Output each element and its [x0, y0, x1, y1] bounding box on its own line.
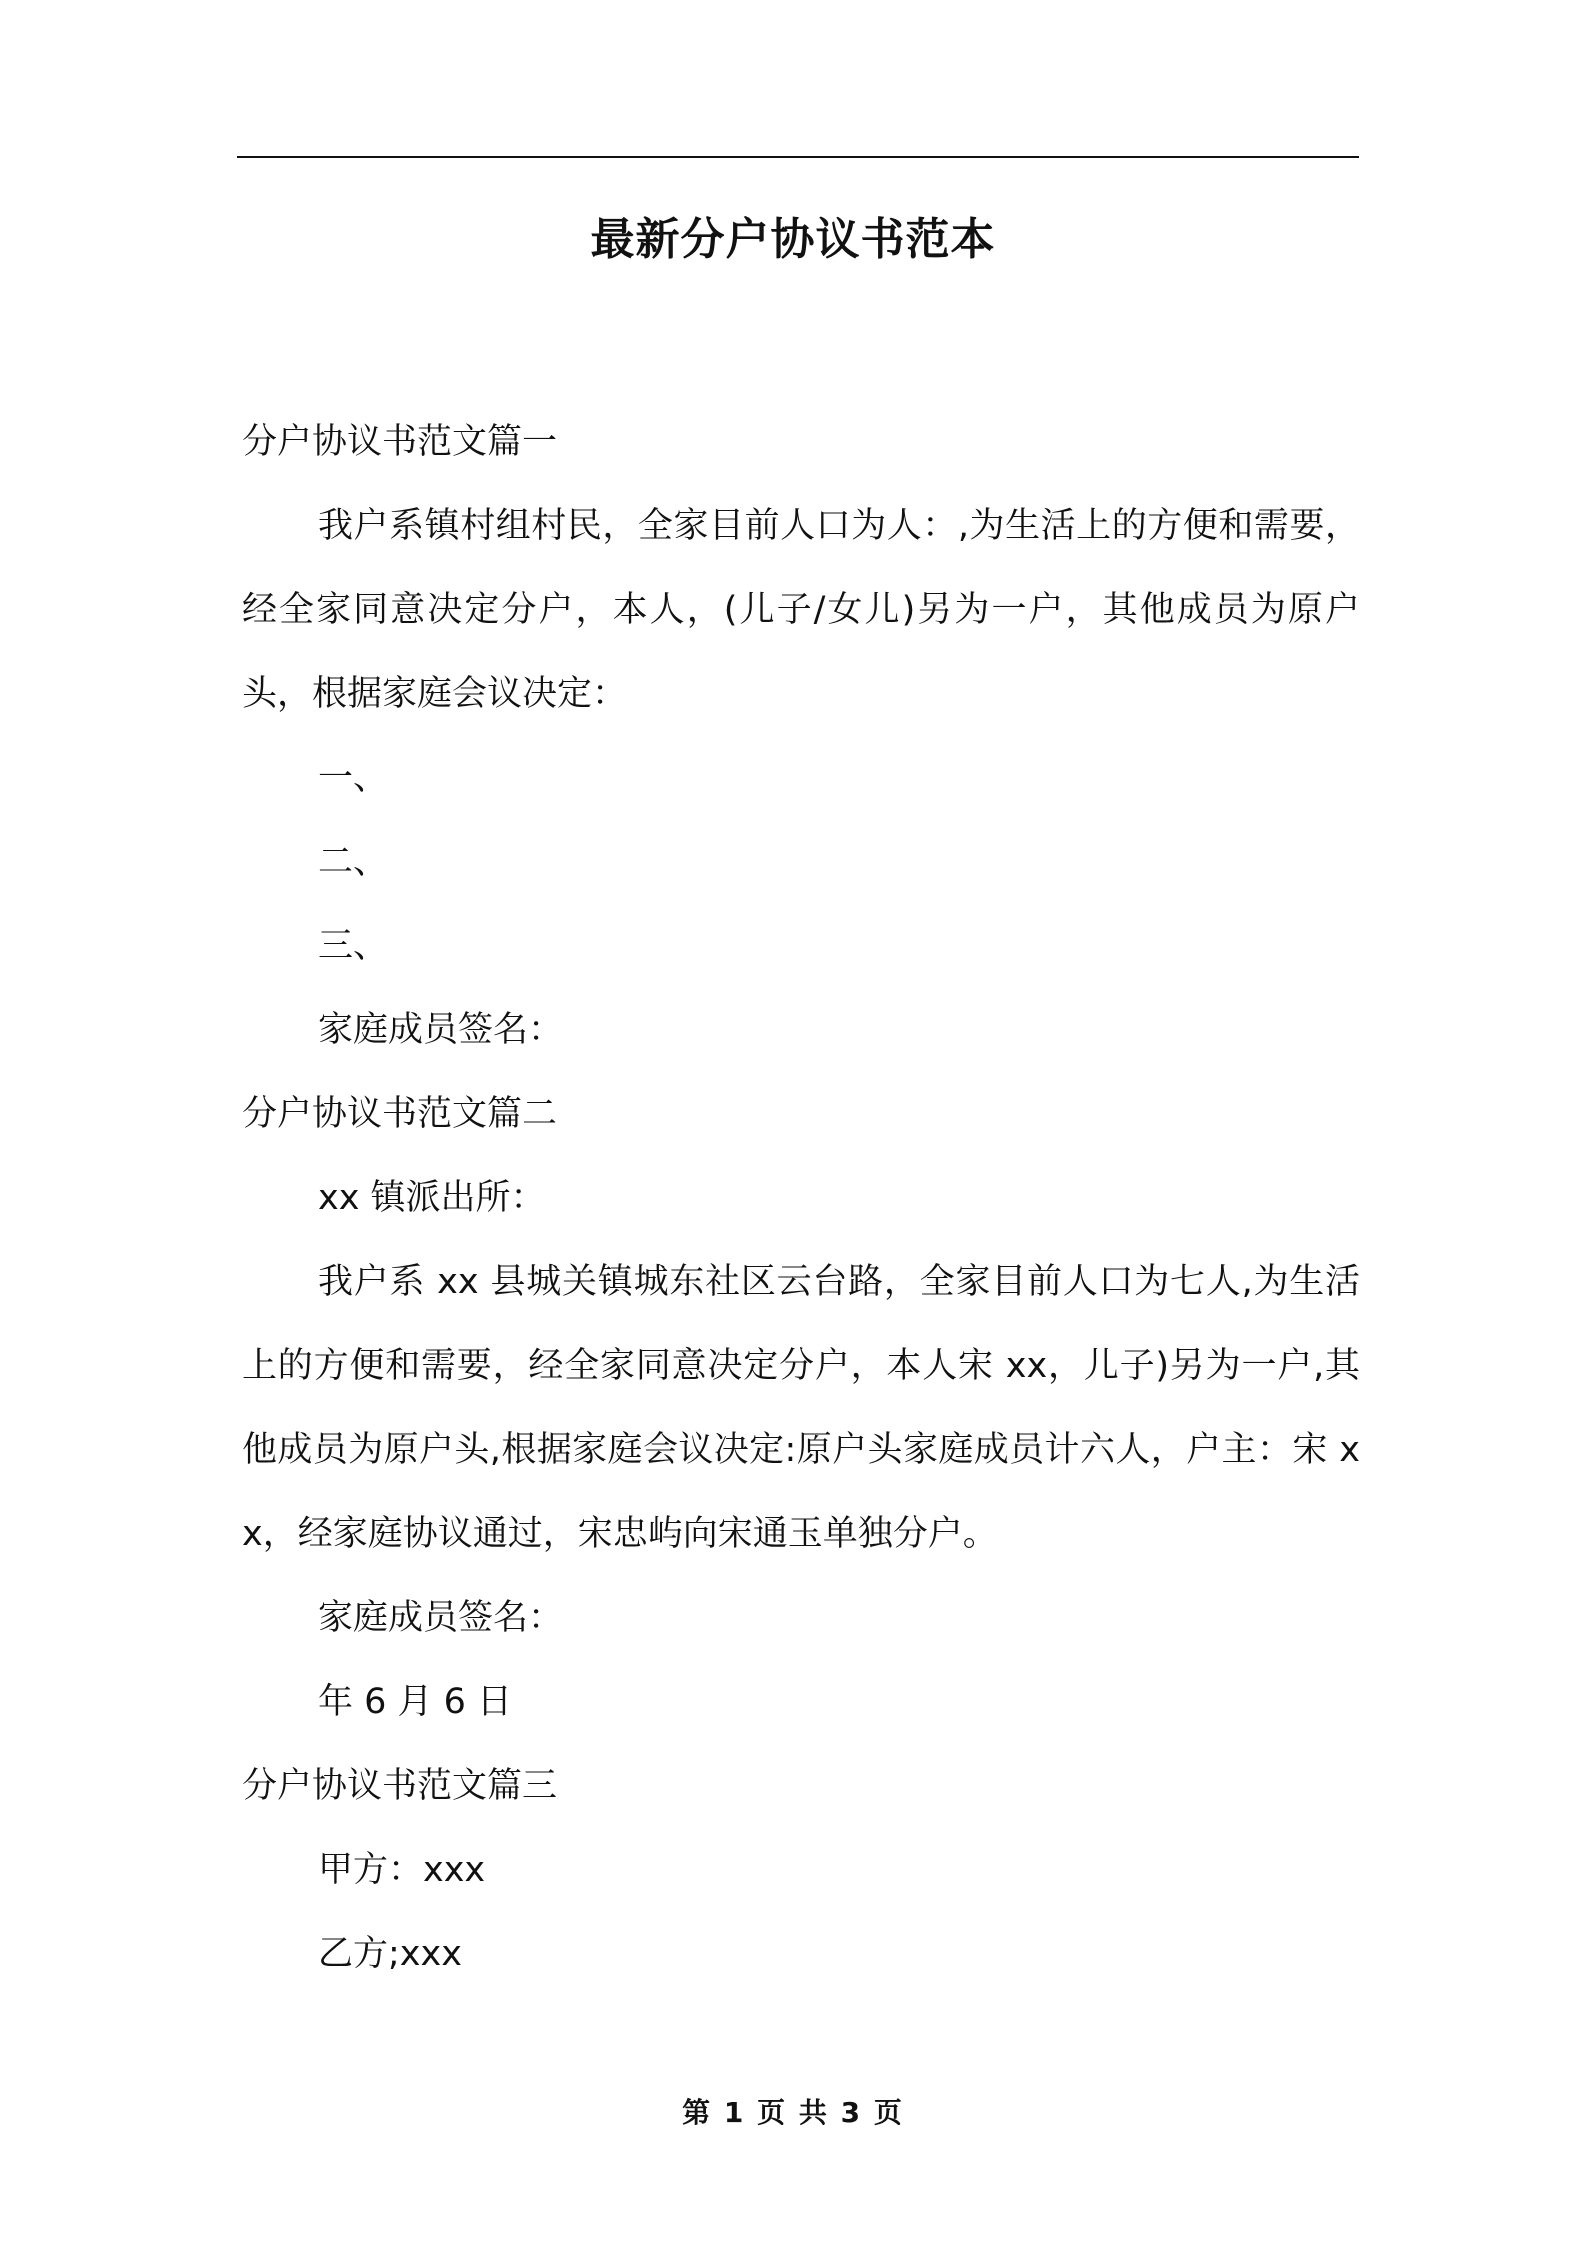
section-2-date: 年 6 月 6 日: [318, 1682, 513, 1722]
section-1-signature: 家庭成员签名：: [318, 1010, 564, 1050]
party-a: 甲方：xxx: [318, 1850, 486, 1890]
header-rule: [237, 156, 1359, 158]
section-heading-1: 分户协议书范文篇一: [242, 422, 558, 462]
document-body: [242, 400, 1360, 1996]
section-heading-2: 分户协议书范文篇二: [242, 1094, 558, 1134]
list-item-3: 三、: [318, 926, 389, 966]
section-2-paragraph: 我户系 xx 县城关镇城东社区云台路，全家目前人口为七人,为生活上的方便和需要，经全家同意决定分户，本人宋 xx，儿子)另为一户,其他成员为原户头,根据家庭会议决定:原户头家庭成员计六人，户主：宋 xx，经家庭协议通过，宋忠屿向宋通玉单独分户。: [242, 1262, 1360, 1554]
document-title: 最新分户协议书范本: [590, 214, 996, 265]
page-footer: 第 1 页 共 3 页: [682, 2096, 904, 2129]
section-1-paragraph: 我户系镇村组村民，全家目前人口为人：,为生活上的方便和需要，经全家同意决定分户，本人，(儿子/女儿)另为一户，其他成员为原户头，根据家庭会议决定：: [242, 506, 1360, 714]
party-b: 乙方;xxx: [318, 1934, 462, 1974]
section-2-addressee: xx 镇派出所：: [318, 1178, 546, 1218]
section-2-signature: 家庭成员签名：: [318, 1598, 564, 1638]
section-heading-3: 分户协议书范文篇三: [242, 1766, 558, 1806]
list-item-1: 一、: [318, 758, 389, 798]
list-item-2: 二、: [318, 842, 389, 882]
